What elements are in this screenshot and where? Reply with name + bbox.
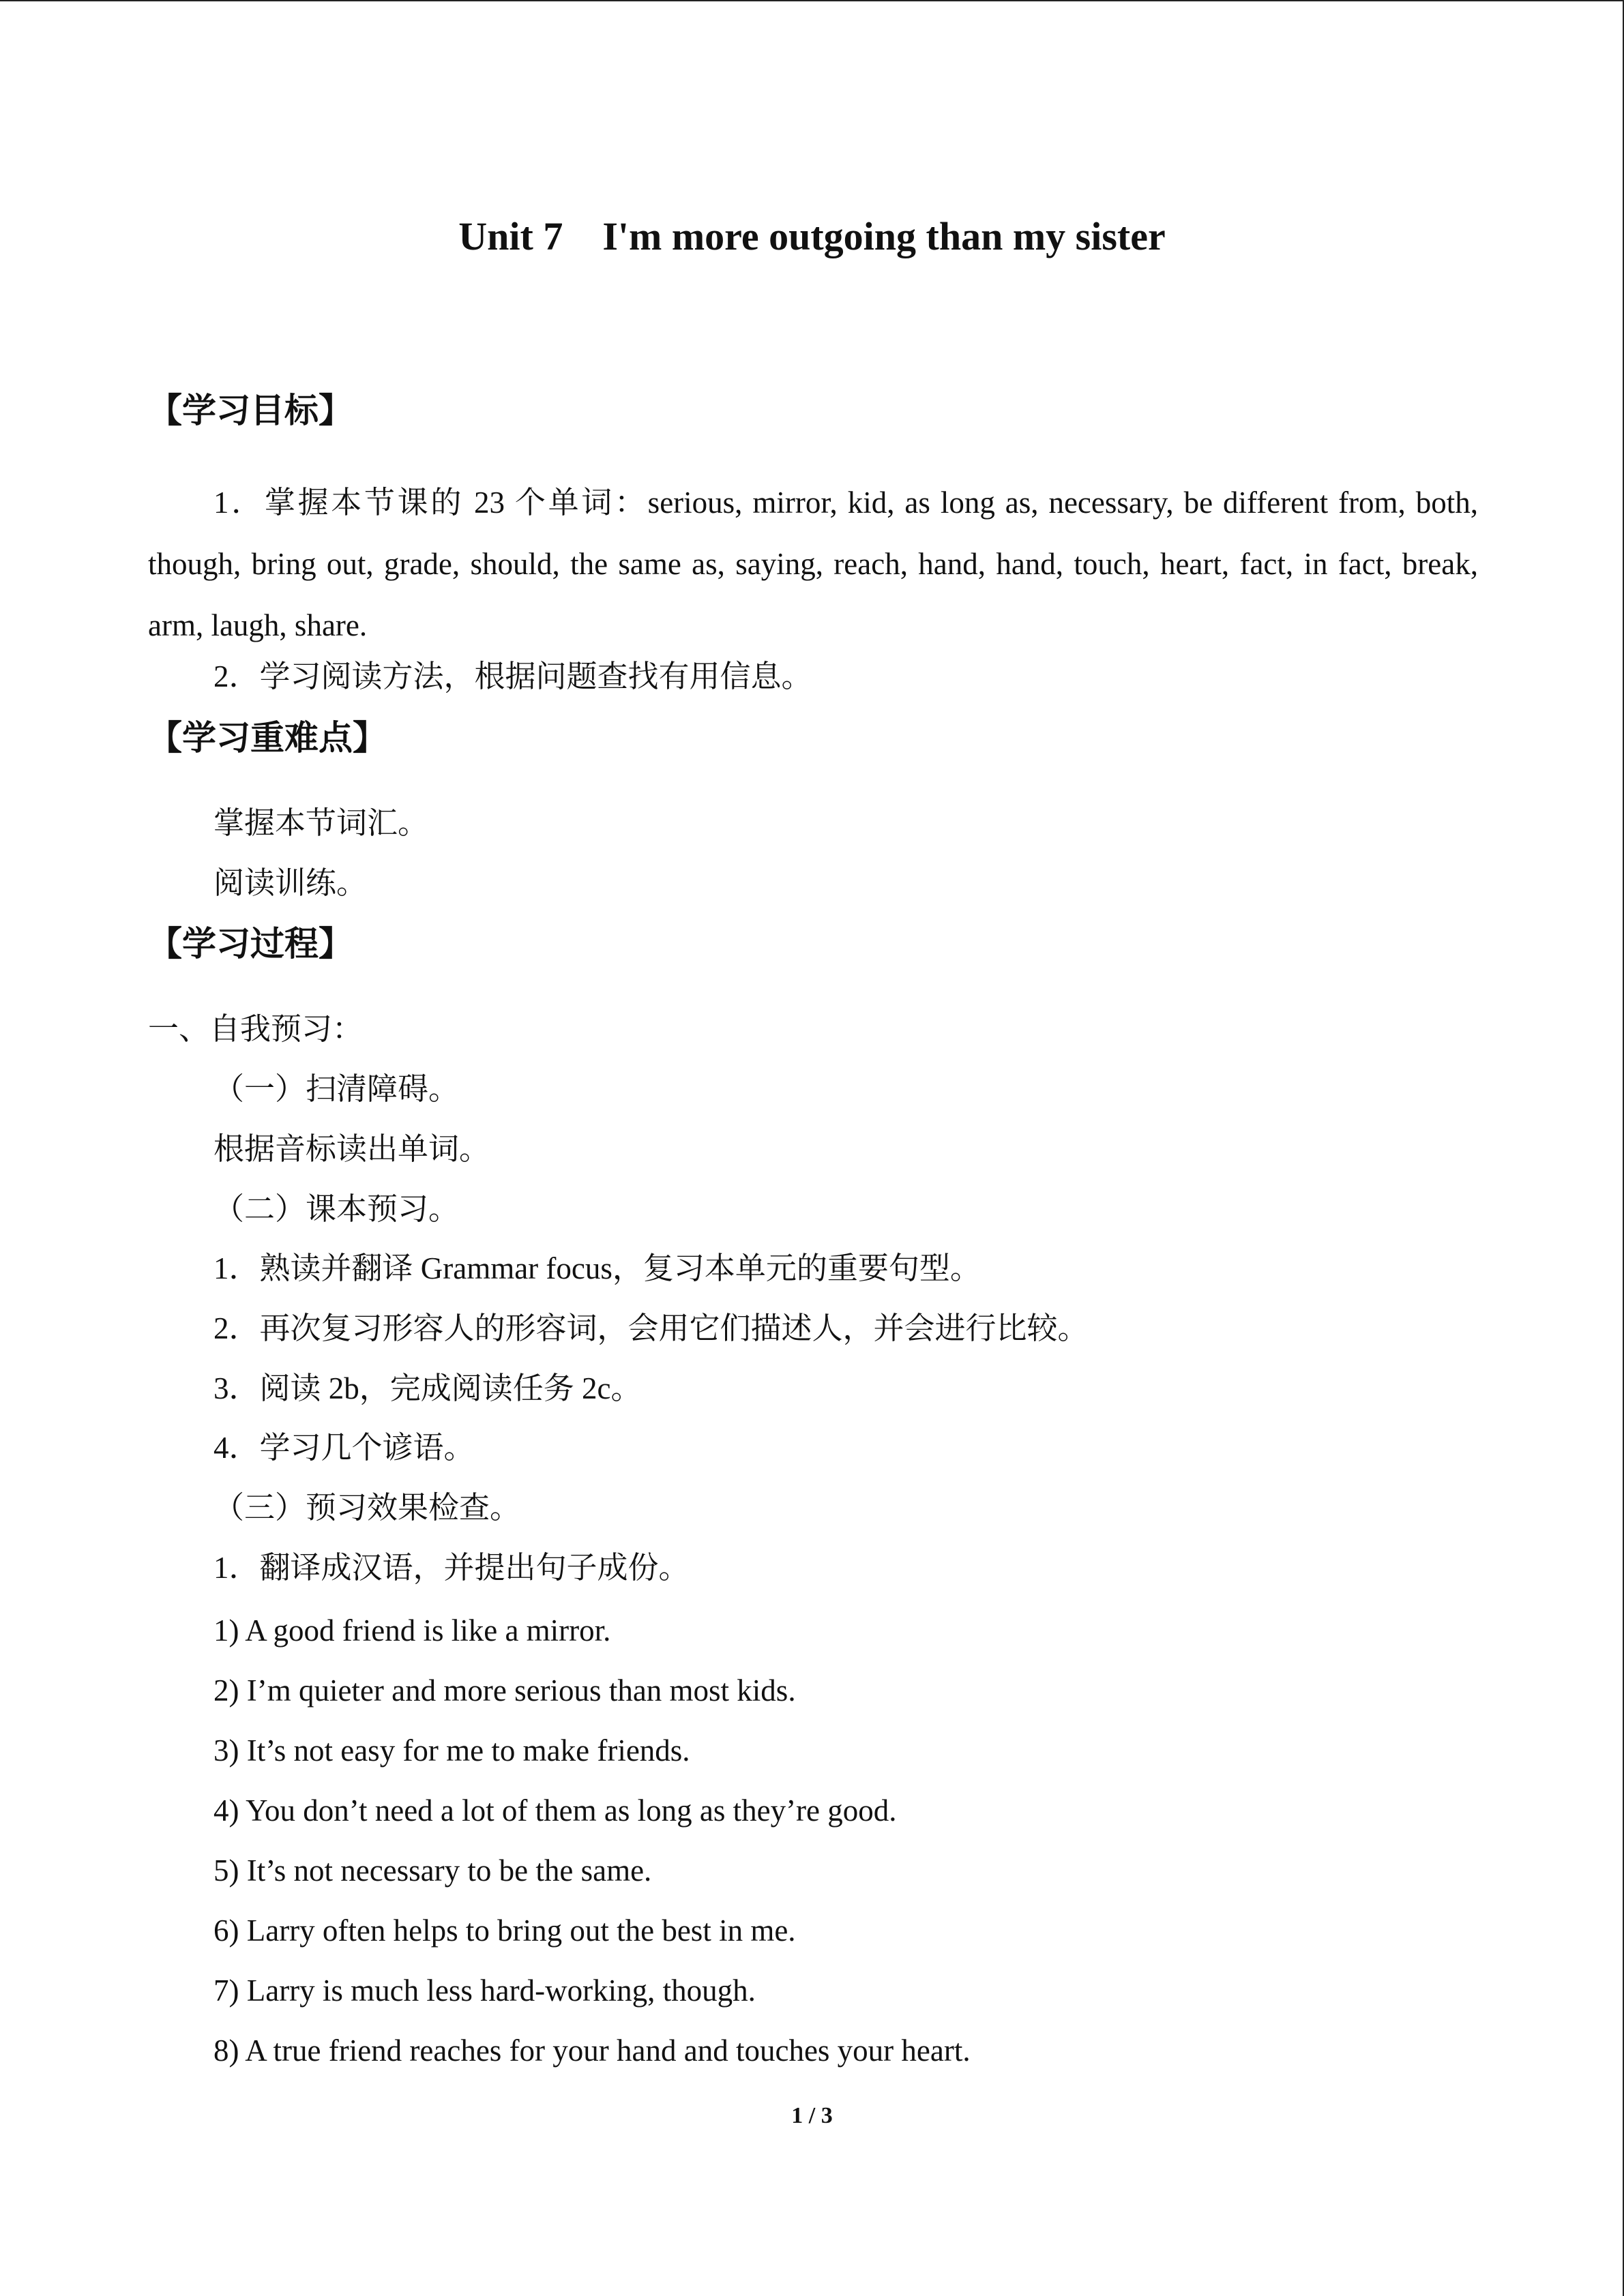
key-points-heading: 【学习重难点】 — [148, 718, 387, 758]
preview-item: 1．熟读并翻译 Grammar focus，复习本单元的重要句型。 — [213, 1251, 981, 1285]
process-heading: 【学习过程】 — [148, 924, 353, 964]
objectives-item-2: 2．学习阅读方法，根据问题查找有用信息。 — [213, 659, 812, 694]
preview-item: 4．学习几个谚语。 — [213, 1431, 475, 1465]
sentence-item: 8) A true friend reaches for your hand and touches your heart. — [213, 2033, 971, 2068]
key-points-item-2: 阅读训练。 — [213, 866, 368, 900]
preview-item: 3．阅读 2b，完成阅读任务 2c。 — [213, 1371, 642, 1405]
sentence-item: 1) A good friend is like a mirror. — [213, 1613, 611, 1648]
preview-item: 2．再次复习形容人的形容词，会用它们描述人，并会进行比较。 — [213, 1311, 1089, 1345]
page-number: 1 / 3 — [791, 2103, 833, 2128]
sentence-item: 7) Larry is much less hard-working, though. — [213, 1973, 756, 2008]
objectives-heading: 【学习目标】 — [148, 391, 353, 430]
key-points-item-1: 掌握本节词汇。 — [213, 806, 429, 840]
document-title: Unit 7 I'm more outgoing than my sister — [458, 214, 1166, 258]
sentence-item: 6) Larry often helps to bring out the best in me. — [213, 1913, 796, 1948]
process-sub-1-text: 根据音标读出单词。 — [213, 1132, 490, 1166]
check-item-1: 1．翻译成汉语，并提出句子成份。 — [213, 1551, 690, 1585]
objectives-item-1: 1．掌握本节课的 23 个单词：serious, mirror, kid, as long as, necessary, be different from, both, though, bring out, grade, should, the same as, saying, reach, hand, hand, touch, heart, fact, in fact, break, arm, laugh, share. — [148, 486, 1478, 642]
sentence-item: 5) It’s not necessary to be the same. — [213, 1853, 652, 1888]
process-part-1: 一、自我预习： — [148, 1012, 364, 1046]
process-sub-3: （三）预习效果检查。 — [213, 1491, 521, 1525]
process-sub-1: （一）扫清障碍。 — [213, 1072, 460, 1106]
sentence-item: 4) You don’t need a lot of them as long as they’re good. — [213, 1793, 897, 1828]
sentence-item: 2) I’m quieter and more serious than most kids. — [213, 1673, 796, 1708]
sentence-item: 3) It’s not easy for me to make friends. — [213, 1733, 690, 1768]
process-sub-2: （二）课本预习。 — [213, 1192, 460, 1226]
